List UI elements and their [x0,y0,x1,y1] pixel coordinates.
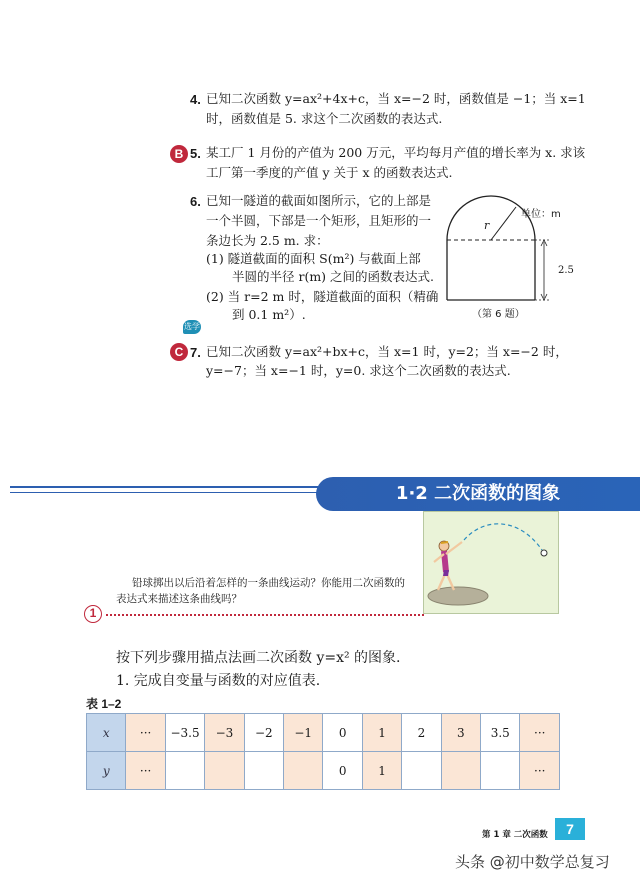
table-cell [402,752,441,790]
table-cell: ··· [126,752,165,790]
height-label: 2.5 [558,265,574,276]
elective-tag: 选学 [183,320,201,334]
problem-number: 5. [190,146,201,161]
table-cell: −3.5 [165,714,204,752]
table-cell: 3 [441,714,480,752]
table-cell: 0 [323,752,362,790]
table-cell: 2 [402,714,441,752]
table-cell: y [87,752,126,790]
problem-text: 时，函数值是 5. 求这个二次函数的表达式. [206,111,443,126]
watermark: 头条 @初中数学总复习 [455,853,610,871]
sub-question-1: 半圆的半径 r(m) 之间的函数表达式. [232,269,435,284]
table-cell: ··· [520,714,560,752]
problem-text: y=−7；当 x=−1 时，y=0. 求这个二次函数的表达式. [206,363,511,378]
table-cell: 1 [362,714,401,752]
problem-number: 4. [190,92,201,107]
unit-label: 单位：m [521,209,561,220]
question-marker: 1 [84,605,102,623]
problem-number: 6. [190,194,201,209]
table-cell [441,752,480,790]
table-cell [481,752,520,790]
table-cell: x [87,714,126,752]
radius-label: r [484,219,490,232]
figure-caption: （第 6 题） [472,309,525,320]
sub-question-1: (1) 隧道截面的面积 S(m²) 与截面上部 [206,251,421,266]
problem-text: 已知一隧道的截面如图所示，它的上部是 [206,193,432,208]
value-table [86,713,560,790]
table-cell: ··· [520,752,560,790]
table-cell: −1 [284,714,323,752]
dotted-leader [106,614,424,616]
table-cell [165,752,204,790]
problem-text: 某工厂 1 月份的产值为 200 万元，平均每月产值的增长率为 x. 求该 [206,145,586,160]
problem-text: 工厂第一季度的产值 y 关于 x 的函数表达式. [206,165,453,180]
table-cell [205,752,244,790]
table-cell: 1 [362,752,401,790]
table-label: 表 1–2 [86,697,122,711]
page-number: 7 [555,818,585,840]
body-paragraph: 按下列步骤用描点法画二次函数 y=x² 的图象. [116,650,401,666]
table-cell [244,752,283,790]
problem-text: 条边长为 2.5 m. 求： [206,233,329,248]
table-cell: −2 [244,714,283,752]
table-cell: ··· [126,714,165,752]
chapter-label: 第 1 章 二次函数 [482,830,548,840]
problem-text: 已知二次函数 y=ax²+bx+c，当 x=1 时，y=2；当 x=−2 时， [206,344,568,359]
intro-text: 表达式来描述这条曲线吗？ [116,593,242,605]
section-rule [10,492,328,493]
level-badge-c: C [170,343,188,361]
level-badge-b: B [170,145,188,163]
problem-text: 已知二次函数 y=ax²+4x+c，当 x=−2 时，函数值是 −1；当 x=1 [206,91,586,106]
intro-text: 铅球掷出以后沿着怎样的一条曲线运动？你能用二次函数的 [132,577,405,589]
table-row-y [87,752,560,790]
table-cell: 3.5 [481,714,520,752]
table-cell: −3 [205,714,244,752]
section-rule [10,486,328,488]
shot-put-illustration [423,511,559,614]
section-title: 1·2 二次函数的图象 [316,477,640,511]
table-row-x [87,714,560,752]
sub-question-2: 到 0.1 m²）. [232,307,306,322]
step-1: 1. 完成自变量与函数的对应值表. [116,673,321,689]
sub-question-2: (2) 当 r=2 m 时，隧道截面的面积（精确 [206,289,439,304]
table-cell: 0 [323,714,362,752]
problem-number: 7. [190,345,201,360]
problem-text: 一个半圆，下部是一个矩形，且矩形的一 [206,213,432,228]
table-cell [284,752,323,790]
